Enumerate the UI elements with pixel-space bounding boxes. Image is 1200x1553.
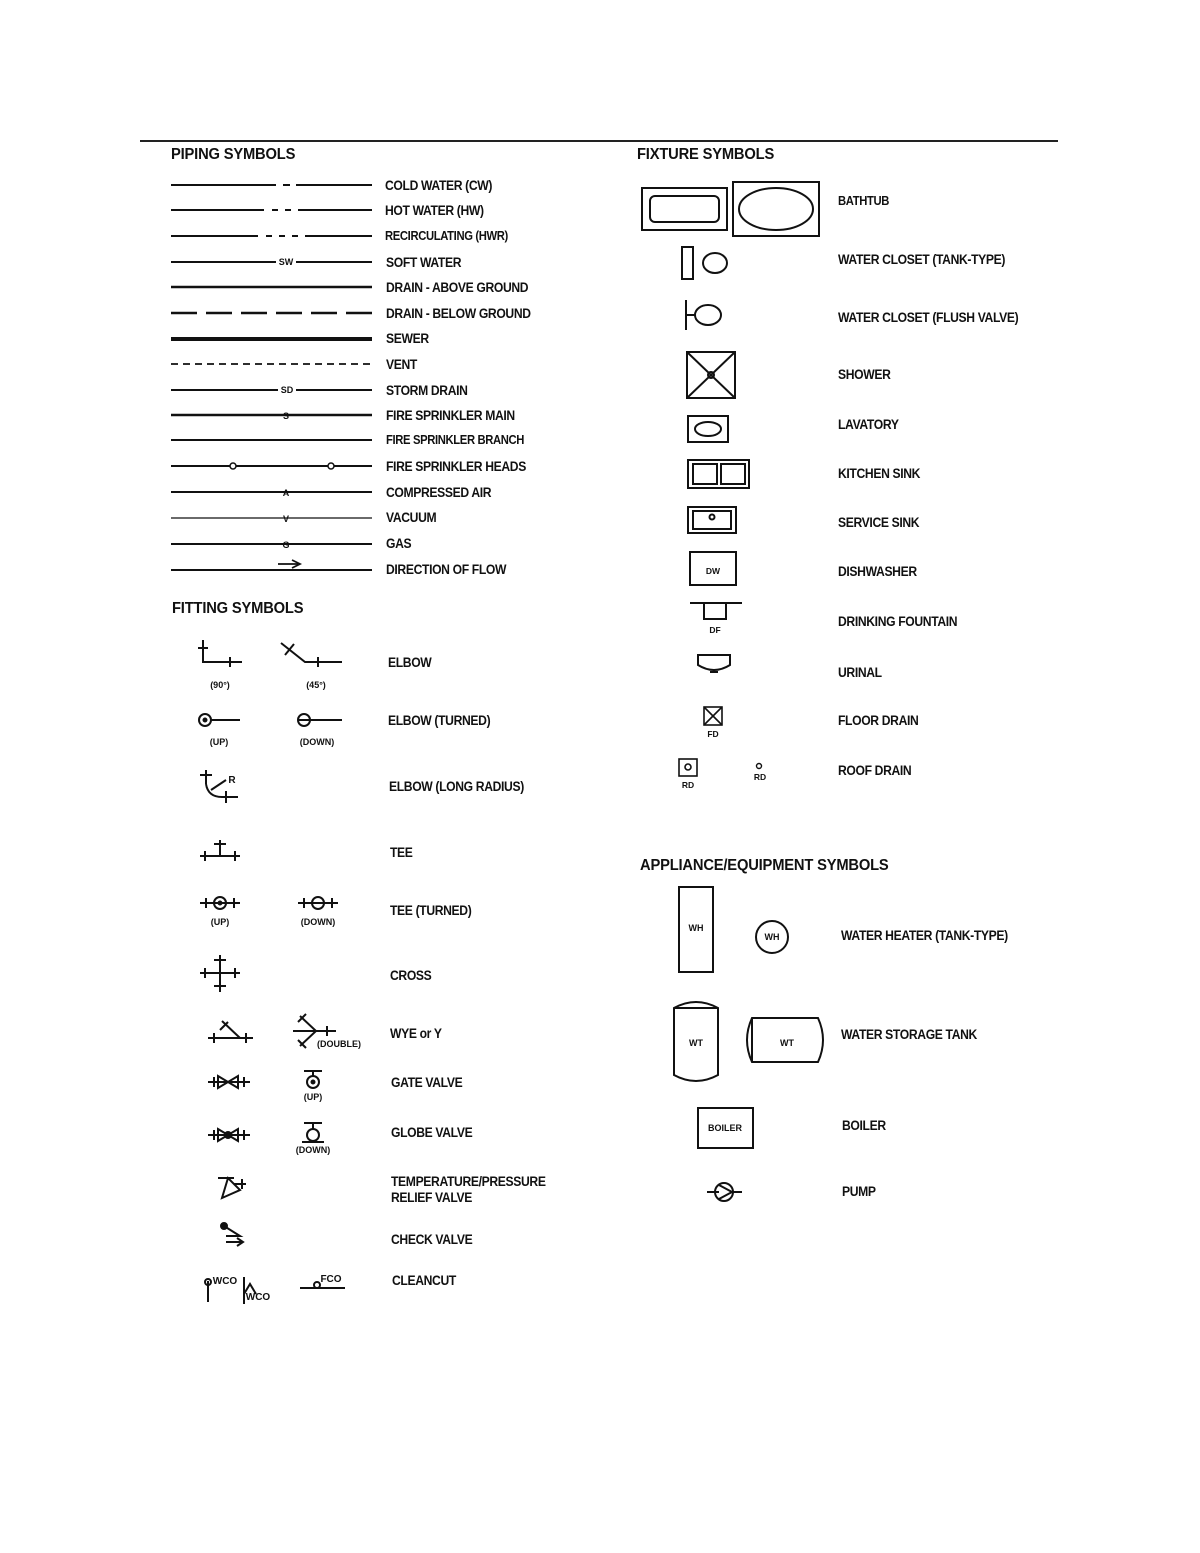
- piping-label-vacuum: VACUUM: [386, 510, 437, 525]
- globe-down-note: (DOWN): [295, 1145, 331, 1155]
- wt-mark-2: WT: [780, 1038, 794, 1048]
- wh-mark-2: WH: [764, 932, 780, 942]
- piping-label-fire-branch: FIRE SPRINKLER BRANCH: [386, 433, 525, 447]
- pump-icon: [707, 1183, 742, 1201]
- fixture-label-shower: SHOWER: [838, 367, 891, 382]
- wye-double-note: (DOUBLE): [317, 1039, 361, 1049]
- piping-label-drain-below: DRAIN - BELOW GROUND: [386, 306, 531, 321]
- wt-mark-1: WT: [689, 1038, 703, 1048]
- fixture-label-bathtub: BATHTUB: [838, 194, 890, 208]
- rd-mark-1: RD: [681, 780, 695, 790]
- piping-label-flow: DIRECTION OF FLOW: [386, 562, 507, 577]
- piping-label-fire-main: FIRE SPRINKLER MAIN: [386, 408, 515, 423]
- elbow-down-note: (DOWN): [299, 737, 335, 747]
- fixture-label-wc-tank: WATER CLOSET (TANK-TYPE): [838, 252, 1006, 267]
- fitting-label-elbow-turned: ELBOW (TURNED): [388, 713, 491, 728]
- wco-mark-1: WCO: [212, 1276, 238, 1287]
- fitting-label-cleancut: CLEANCUT: [392, 1273, 456, 1288]
- piping-label-compressed-air: COMPRESSED AIR: [386, 485, 492, 500]
- air-mark: A: [282, 488, 290, 498]
- piping-label-cold-water: COLD WATER (CW): [385, 178, 493, 193]
- fitting-label-tp: TEMPERATURE/PRESSURE: [391, 1174, 546, 1189]
- appliance-label-water-storage: WATER STORAGE TANK: [841, 1027, 977, 1042]
- piping-label-gas: GAS: [386, 536, 412, 551]
- appliance-heading: APPLIANCE/EQUIPMENT SYMBOLS: [640, 857, 889, 874]
- fixture-label-lavatory: LAVATORY: [838, 417, 899, 432]
- fitting-label-elbow-long-radius: ELBOW (LONG RADIUS): [389, 779, 524, 794]
- piping-label-storm-drain: STORM DRAIN: [386, 383, 468, 398]
- fixture-label-dishwasher: DISHWASHER: [838, 564, 917, 579]
- elbow-45-note: (45°): [306, 680, 326, 690]
- long-radius-r: R: [228, 775, 236, 786]
- fixture-heading: FIXTURE SYMBOLS: [637, 146, 775, 163]
- appliance-label-boiler: BOILER: [842, 1118, 886, 1133]
- boiler-mark: BOILER: [707, 1123, 743, 1133]
- elbow-90-note: (90°): [210, 680, 230, 690]
- fco-mark: FCO: [320, 1274, 342, 1285]
- fitting-label-tee-turned: TEE (TURNED): [390, 903, 472, 918]
- fitting-label-check-valve: CHECK VALVE: [391, 1232, 473, 1247]
- fitting-label-cross: CROSS: [390, 968, 432, 983]
- piping-label-drain-above: DRAIN - ABOVE GROUND: [386, 280, 529, 295]
- fixture-label-wc-flush: WATER CLOSET (FLUSH VALVE): [838, 310, 1019, 325]
- piping-label-hot-water: HOT WATER (HW): [385, 203, 484, 218]
- tee-down-note: (DOWN): [300, 917, 336, 927]
- dw-mark: DW: [705, 566, 721, 576]
- df-mark: DF: [709, 625, 721, 635]
- fitting-label-gate-valve: GATE VALVE: [391, 1075, 463, 1090]
- piping-label-fire-heads: FIRE SPRINKLER HEADS: [386, 459, 526, 474]
- fitting-heading: FITTING SYMBOLS: [172, 600, 304, 617]
- piping-label-vent: VENT: [386, 357, 417, 372]
- soft-water-mark: SW: [278, 257, 294, 267]
- fixture-label-roof-drain: ROOF DRAIN: [838, 763, 912, 778]
- gas-mark: G: [282, 540, 290, 550]
- fitting-label-globe-valve: GLOBE VALVE: [391, 1125, 473, 1140]
- gate-up-note: (UP): [303, 1092, 323, 1102]
- piping-label-soft-water: SOFT WATER: [386, 255, 462, 270]
- fitting-label-wye: WYE or Y: [390, 1026, 442, 1041]
- fitting-label-tee: TEE: [390, 845, 413, 860]
- appliance-label-water-heater: WATER HEATER (TANK-TYPE): [841, 928, 1008, 943]
- elbow-up-note: (UP): [209, 737, 229, 747]
- fixture-label-floor-drain: FLOOR DRAIN: [838, 713, 919, 728]
- storm-drain-mark: SD: [280, 385, 294, 395]
- piping-label-recirculating: RECIRCULATING (HWR): [385, 229, 508, 243]
- piping-heading: PIPING SYMBOLS: [171, 146, 296, 163]
- wh-mark-1: WH: [688, 923, 704, 933]
- fixture-label-kitchen-sink: KITCHEN SINK: [838, 466, 921, 481]
- fixture-label-service-sink: SERVICE SINK: [838, 515, 920, 530]
- appliance-label-pump: PUMP: [842, 1184, 876, 1199]
- rd-mark-2: RD: [753, 772, 767, 782]
- vacuum-mark: V: [282, 514, 290, 524]
- fire-main-mark: S: [282, 411, 290, 421]
- tee-up-note: (UP): [210, 917, 230, 927]
- fitting-label-elbow: ELBOW: [388, 655, 432, 670]
- fixture-label-urinal: URINAL: [838, 665, 882, 680]
- piping-label-sewer: SEWER: [386, 331, 429, 346]
- fitting-label-relief: RELIEF VALVE: [391, 1190, 472, 1205]
- fixture-label-drinking-fountain: DRINKING FOUNTAIN: [838, 614, 958, 629]
- wco-mark-2: WCO: [245, 1292, 271, 1303]
- fd-mark: FD: [707, 729, 719, 739]
